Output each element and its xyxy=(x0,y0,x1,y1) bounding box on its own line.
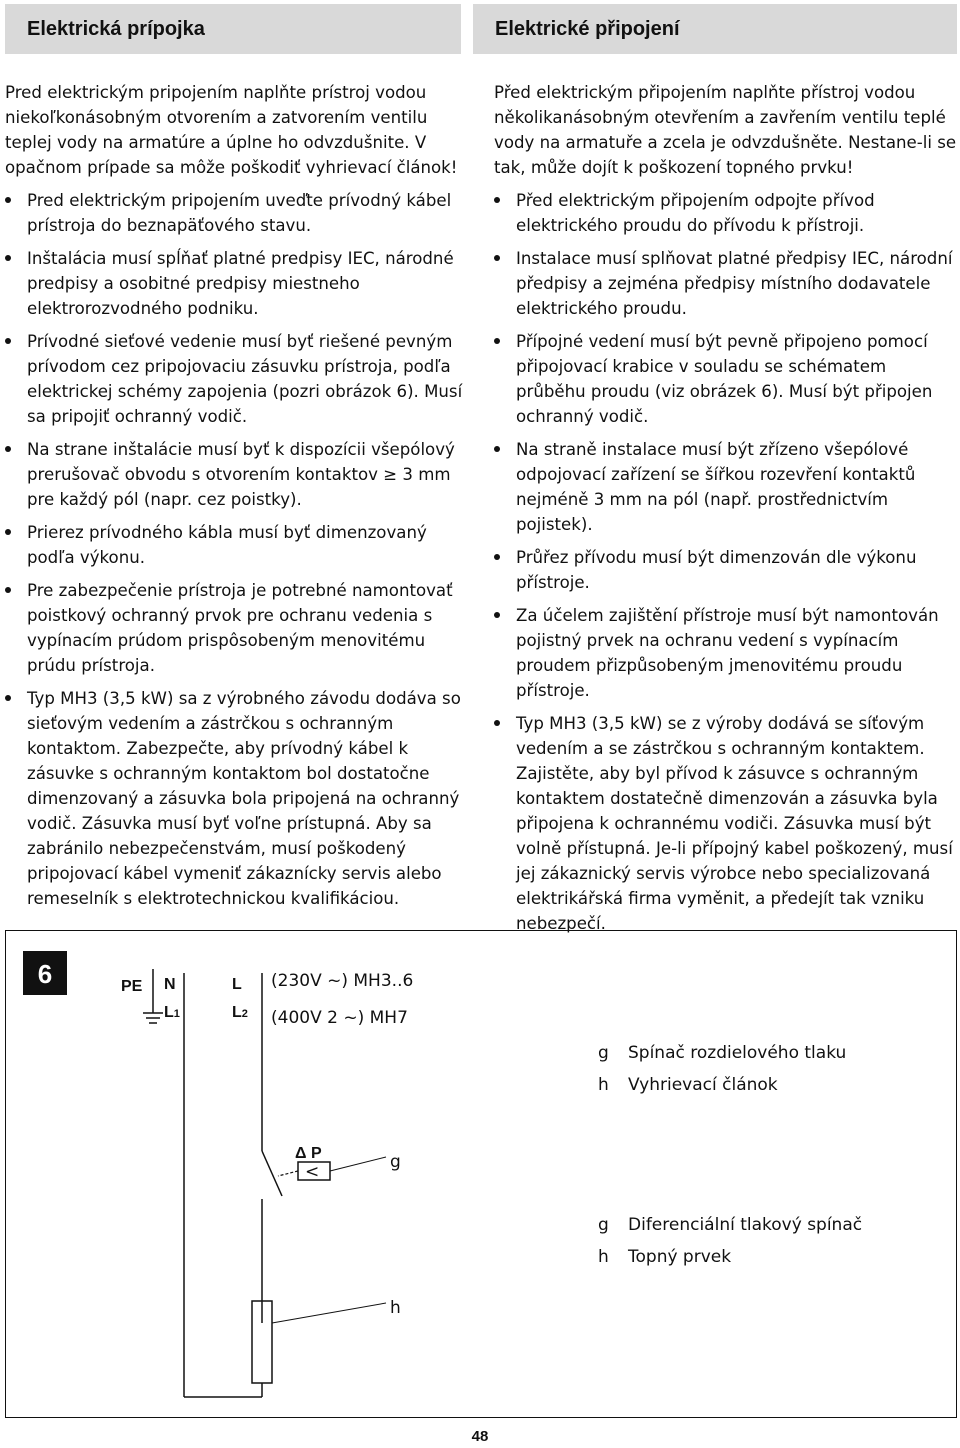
list-item: Přípojné vedení musí být pevně připojeno pomocí připojovací krabice v souladu se schématem průběhu proudu (viz obrázek 6). Musí být připojen ochranný vodič. xyxy=(494,329,958,429)
bullet-icon xyxy=(494,612,500,618)
list-item: Prierez prívodného kábla musí byť dimenzovaný podľa výkonu. xyxy=(5,520,467,570)
l1-label: L1 xyxy=(164,1004,180,1021)
bullet-icon xyxy=(5,255,11,261)
n-label: N xyxy=(164,976,176,993)
switch-contact xyxy=(262,1151,282,1196)
bullet-icon xyxy=(5,695,11,701)
page-number: 48 xyxy=(471,1428,489,1445)
header-cz: Elektrické připojení xyxy=(473,4,957,54)
legend-sk xyxy=(598,1037,846,1101)
legend-item: h Topný prvek xyxy=(598,1247,732,1267)
bullet-icon xyxy=(494,720,500,726)
bullet-icon xyxy=(5,446,11,452)
header-sk: Elektrická prípojka xyxy=(5,4,461,54)
bullet-icon xyxy=(494,255,500,261)
list-item: Pred elektrickým pripojením uveďte prívodný kábel prístroja do beznapäťového stavu. xyxy=(5,188,467,238)
list-item: Průřez přívodu musí být dimenzován dle výkonu přístroje. xyxy=(494,545,958,595)
voltage-1: (230V ~) MH3..6 xyxy=(271,971,414,991)
bullet-icon xyxy=(5,197,11,203)
column-sk xyxy=(5,80,467,919)
list-item: Typ MH3 (3,5 kW) sa z výrobného závodu dodáva so sieťovým vedením a zástrčkou s ochranným kontaktom. Zabezpečte, aby prívodný kábel k zásuvke s ochranným kontaktom bol dostatočne dimenzovaný a zásuvka bola pripojená na ochranný vodič. Zásuvka musí byť voľne prístupná. Aby sa zabránilo nebezpečenstvám, musí poškodený pripojovací kábel vymeniť zákaznícky servis alebo remeselník s elektrotechnickou kvalifikáciou. xyxy=(5,686,467,911)
bullet-icon xyxy=(5,529,11,535)
l-label: L xyxy=(232,976,242,993)
list-item: Na strane inštalácie musí byť k dispozícii všepólový prerušovač obvodu s otvorením kontaktov ≥ 3 mm pre každý pól (napr. cez poistky). xyxy=(5,437,467,512)
list-item: Instalace musí splňovat platné předpisy IEC, národní předpisy a zejména předpisy místního dodavatele elektrického proudu. xyxy=(494,246,958,321)
less-than-symbol: < xyxy=(305,1162,320,1182)
pe-label: PE xyxy=(121,978,143,995)
legend-cz xyxy=(598,1209,862,1273)
l2-label: L2 xyxy=(232,1004,248,1021)
bullet-icon xyxy=(494,446,500,452)
switch-linkage xyxy=(278,1171,298,1176)
delta-p-label: Δ P xyxy=(295,1145,322,1162)
bullet-icon xyxy=(494,197,500,203)
bullet-icon xyxy=(5,587,11,593)
figure-number: 6 xyxy=(37,959,53,989)
intro-sk: Pred elektrickým pripojením naplňte prístroj vodou niekoľkonásobným otvorením a zatvorením ventilu teplej vody na armatúre a úplne ho odvzdušnite. V opačnom prípade sa môže poškodiť vyhrievací článok! xyxy=(5,83,458,177)
bullet-icon xyxy=(494,554,500,560)
list-sk xyxy=(5,188,467,911)
bullet-icon xyxy=(494,338,500,344)
legend-item: g Spínač rozdielového tlaku xyxy=(598,1043,847,1063)
legend-item: h Vyhrievací článok xyxy=(598,1075,778,1095)
h-label: h xyxy=(390,1298,401,1318)
bullet-icon xyxy=(5,338,11,344)
list-item: Před elektrickým připojením odpojte přívod elektrického proudu do přívodu k přístroji. xyxy=(494,188,958,238)
h-leader-line xyxy=(272,1303,386,1323)
voltage-2: (400V 2 ~) MH7 xyxy=(271,1008,408,1028)
legend-item: g Diferenciální tlakový spínač xyxy=(598,1215,863,1235)
list-item: Prívodné sieťové vedenie musí byť riešené pevným prívodom cez pripojovaciu zásuvku prístroja, podľa elektrickej schémy zapojenia (pozri obrázok 6). Musí sa pripojiť ochranný vodič. xyxy=(5,329,467,429)
list-item: Za účelem zajištění přístroje musí být namontován pojistný prvek na ochranu vedení s vypínacím proudem přizpůsobeným jmenovitému proudu přístroje. xyxy=(494,603,958,703)
wiring-schematic xyxy=(6,931,958,1419)
list-item: Inštalácia musí spĺňať platné predpisy IEC, národné predpisy a osobitné predpisy miestneho elektrorozvodného podniku. xyxy=(5,246,467,321)
column-cz xyxy=(494,80,958,944)
g-label: g xyxy=(390,1152,401,1172)
list-item: Typ MH3 (3,5 kW) se z výroby dodává se síťovým vedením a se zástrčkou s ochranným kontaktem. Zajistěte, aby byl přívod k zásuvce s ochranným kontaktem dostatečně dimenzován a zásuvka byla připojena k ochrannému vodiči. Zásuvka musí být volně přístupná. Je-li přípojný kabel poškozený, musí jej zákaznický servis výrobce nebo specializovaná elektrikářská firma vyměnit, a předejít tak vzniku nebezpečí. xyxy=(494,711,958,936)
list-item: Pre zabezpečenie prístroja je potrebné namontovať poistkový ochranný prvok pre ochranu vedenia s vypínacím prúdom prispôsobeným menovitému prúdu prístroja. xyxy=(5,578,467,678)
intro-cz: Před elektrickým připojením naplňte přístroj vodou několikanásobným otevřením a zavřením ventilu teplé vody na armatuře a zcela je odvzdušněte. Nestane-li se tak, může dojít k poškození topného prvku! xyxy=(494,83,957,177)
list-item: Na straně instalace musí být zřízeno všepólové odpojovací zařízení se šířkou rozevření kontaktů nejméně 3 mm na pól (např. prostřednictvím pojistek). xyxy=(494,437,958,537)
g-leader-line xyxy=(330,1157,386,1171)
wiring-diagram xyxy=(5,930,957,1418)
list-cz xyxy=(494,188,958,936)
